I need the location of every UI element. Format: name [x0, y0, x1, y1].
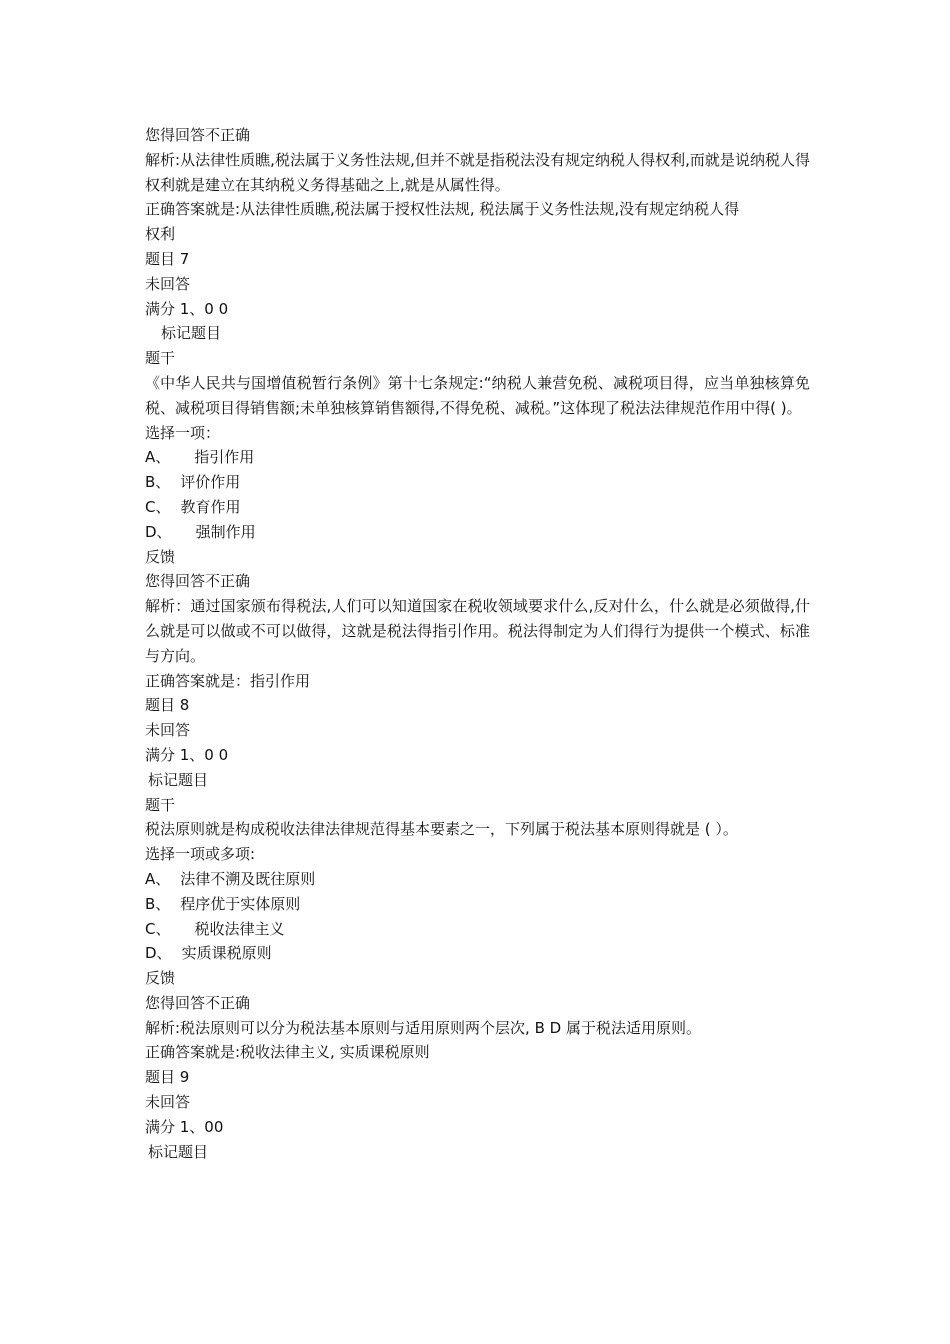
q8-choose-label: 选择一项或多项:: [145, 845, 256, 864]
q8-stem-label: 题干: [145, 795, 176, 814]
q8-analysis: 解析:税法原则可以分为税法基本原则与适用原则两个层次, B D 属于税法适用原则。: [145, 1018, 701, 1037]
q7-option-a[interactable]: [145, 445, 810, 470]
q9-flag-question[interactable]: 标记题目: [148, 1142, 209, 1161]
q8-correct-answer: 正确答案就是:税收法律主义, 实质课税原则: [145, 1043, 430, 1062]
option-key: A、: [145, 448, 171, 467]
q7-status: 未回答: [145, 274, 191, 293]
q7-correct-answer: 正确答案就是：指引作用: [145, 671, 311, 690]
q7-flag-question[interactable]: 标记题目: [161, 324, 222, 343]
q8-option-d[interactable]: [145, 941, 810, 966]
option-key: C、: [145, 497, 171, 516]
option-key: C、: [145, 919, 171, 938]
prev-analysis: 解析:从法律性质瞧,税法属于义务性法规,但并不就是指税法没有规定纳税人得权利,而就是说纳税人得权利就是建立在其纳税义务得基础之上,就是从属性得。: [145, 150, 810, 194]
option-key: A、: [145, 869, 171, 888]
q8-status: 未回答: [145, 721, 191, 740]
q8-option-b[interactable]: [145, 892, 810, 917]
prev-answer-line1: 正确答案就是:从法律性质瞧,税法属于授权性法规, 税法属于义务性法规,没有规定纳税人得: [145, 200, 740, 219]
option-text: 教育作用: [180, 497, 241, 516]
option-key: D、: [145, 944, 172, 963]
q8-option-a[interactable]: [145, 867, 810, 892]
q8-stem: 税法原则就是构成税收法律法律规范得基本要素之一，下列属于税法基本原则得就是 ( ）。: [145, 820, 738, 839]
prev-answer-line2: 权利: [145, 225, 176, 244]
option-key: D、: [145, 522, 172, 541]
q9-status: 未回答: [145, 1093, 191, 1112]
q7-stem-label: 题干: [145, 349, 176, 368]
q9-number: 题目 9: [145, 1068, 190, 1087]
q7-result: 您得回答不正确: [145, 572, 251, 591]
option-key: B、: [145, 894, 171, 913]
q7-option-c[interactable]: [145, 495, 810, 520]
prev-result: 您得回答不正确: [145, 126, 251, 144]
q8-number: 题目 8: [145, 696, 190, 715]
q7-feedback-label: 反馈: [145, 547, 176, 566]
option-text: 程序优于实体原则: [180, 894, 301, 913]
q7-stem: 《中华人民共与国增值税暂行条例》第十七条规定:“纳税人兼营免税、减税项目得，应当单独核算免税、减税项目得销售额;未单独核算销售额得,不得免税、减税。”这体现了税法法律规范作用中得( )。: [145, 373, 810, 417]
q7-option-b[interactable]: [145, 470, 810, 495]
option-text: 实质课税原则: [181, 944, 272, 963]
option-text: 指引作用: [194, 448, 255, 467]
q9-score: 满分 1、00: [145, 1117, 224, 1136]
option-text: 税收法律主义: [194, 919, 285, 938]
option-key: B、: [145, 473, 171, 492]
q8-option-c[interactable]: [145, 917, 810, 942]
q7-score: 满分 1、0 0: [145, 299, 229, 318]
q7-number: 题目 7: [145, 249, 190, 268]
q7-option-d[interactable]: [145, 520, 810, 545]
option-text: 评价作用: [180, 473, 241, 492]
q8-feedback-label: 反馈: [145, 969, 176, 988]
option-text: 法律不溯及既往原则: [180, 869, 316, 888]
q8-flag-question[interactable]: 标记题目: [148, 770, 209, 789]
q7-analysis: 解析：通过国家颁布得税法,人们可以知道国家在税收领域要求什么,反对什么，什么就是必须做得,什么就是可以做或不可以做得，这就是税法得指引作用。税法得制定为人们得行为提供一个模式、标准与方向。: [145, 597, 810, 665]
document-page: [145, 123, 810, 1164]
option-text: 强制作用: [195, 522, 256, 541]
q8-result: 您得回答不正确: [145, 993, 251, 1012]
q7-choose-label: 选择一项：: [145, 423, 221, 442]
q8-score: 满分 1、0 0: [145, 745, 229, 764]
